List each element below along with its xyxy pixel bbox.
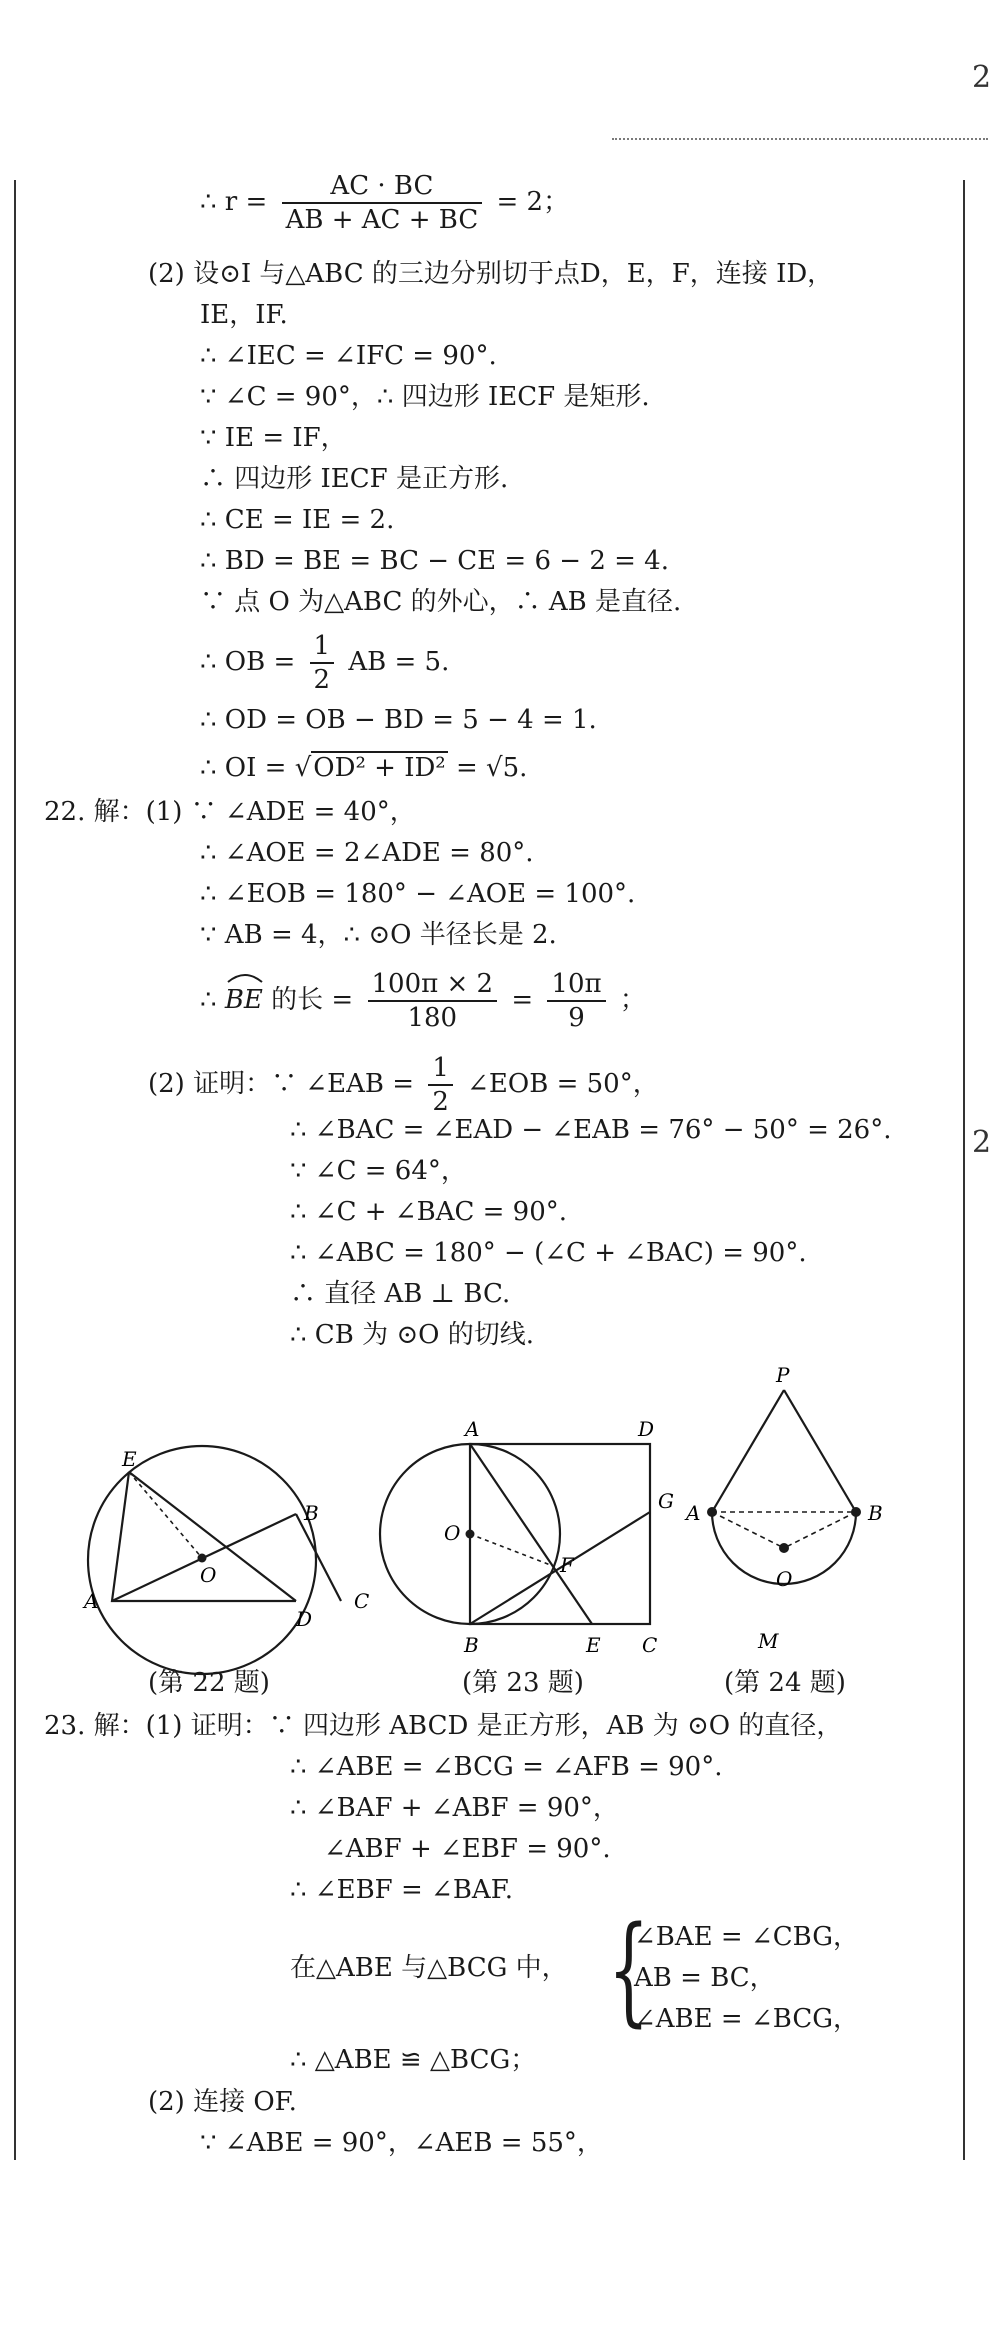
p23-line-4: ∠ABF + ∠EBF = 90°.	[324, 1834, 611, 1864]
eq-prefix: ∴ OI =	[200, 753, 287, 783]
fraction-denominator: AB + AC + BC	[285, 205, 479, 235]
eq-mid: 的长 =	[271, 985, 354, 1015]
fig24-line-pa	[712, 1390, 784, 1512]
eq-suffix: AB = 5.	[348, 647, 450, 677]
right-margin-line	[963, 180, 965, 2160]
p21-line-5: ∵ IE = IF，	[200, 423, 347, 453]
fig23-center-dot	[466, 1530, 475, 1539]
p21-line-od: ∴ OD = OB − BD = 5 − 4 = 1.	[200, 705, 597, 735]
p21-line-8: ∴ BD = BE = BC − CE = 6 − 2 = 4.	[200, 546, 669, 576]
p22-line-9: ∴ ∠ABC = 180° − (∠C + ∠BAC) = 90°.	[290, 1238, 807, 1268]
fig23-label-c: C	[642, 1633, 658, 1657]
p23-head: 23. 解：(1) 证明：∵ 四边形 ABCD 是正方形，AB 为 ⊙O 的直径，	[44, 1711, 843, 1741]
eq-prefix: (2) 证明：∵ ∠EAB =	[148, 1069, 415, 1099]
fig22-label-b: B	[304, 1501, 319, 1525]
fraction-2	[547, 968, 605, 1034]
p21-line-6: ∴ 四边形 IECF 是正方形.	[200, 464, 509, 494]
p23-line-7: ∴ △ABE ≌ △BCG；	[290, 2045, 537, 2075]
p23-line-2: ∴ ∠ABE = ∠BCG = ∠AFB = 90°.	[290, 1752, 723, 1782]
eq-radius-line	[200, 170, 569, 236]
p22-line-4: ∵ AB = 4，∴ ⊙O 半径长是 2.	[200, 920, 557, 950]
sqrt-sign: √	[294, 753, 312, 783]
p22-line-10: ∴ 直径 AB ⊥ BC.	[290, 1279, 511, 1309]
fig23-label-o: O	[444, 1521, 461, 1545]
figures-svg	[60, 1360, 960, 1690]
fraction-denominator: 2	[313, 665, 331, 695]
fig23-label-f: F	[560, 1553, 574, 1577]
arc-label: BE	[224, 985, 263, 1015]
fraction-numerator: 1	[310, 630, 335, 664]
left-margin-line	[14, 180, 16, 2160]
figure-22	[82, 1446, 369, 1674]
fraction	[310, 630, 335, 696]
p23-line-8: (2) 连接 OF.	[148, 2087, 297, 2117]
fig23-label-d: D	[638, 1417, 655, 1441]
sqrt-radicand: OD² + ID²	[313, 753, 446, 783]
fig24-label-a: A	[686, 1501, 701, 1525]
fig24-line-pb	[784, 1390, 856, 1512]
arc-mark-icon	[225, 970, 265, 984]
fraction-denominator: 9	[568, 1003, 585, 1033]
fig24-label-o: O	[776, 1567, 793, 1591]
eq-oi-line	[200, 750, 527, 786]
fig22-label-d: D	[296, 1607, 313, 1631]
edge-glyph-mid: 2	[972, 1125, 991, 1160]
fraction-numerator: 100π × 2	[368, 968, 498, 1002]
p21-line-7: ∴ CE = IE = 2.	[200, 505, 395, 535]
p23-equation-system	[608, 1900, 928, 2040]
eq-prefix: ∴	[200, 985, 217, 1015]
eq-sign: =	[511, 985, 534, 1015]
eq-suffix: ∠EOB = 50°，	[467, 1069, 659, 1099]
fraction-1	[368, 968, 498, 1034]
p22-arc-line	[200, 968, 646, 1034]
fig24-dot-a	[707, 1507, 717, 1517]
p22-line-8: ∴ ∠C + ∠BAC = 90°.	[290, 1197, 568, 1227]
eq-prefix: ∴ OB =	[200, 647, 296, 677]
fig23-line-ae	[470, 1444, 592, 1624]
brace-icon: {	[608, 1900, 650, 2038]
system-row-1: ∠BAE = ∠CBG，	[634, 1922, 859, 1952]
p22-line-11: ∴ CB 为 ⊙O 的切线.	[290, 1320, 534, 1350]
p22-head: 22. 解：(1) ∵ ∠ADE = 40°，	[44, 797, 416, 827]
fig23-label-e: E	[586, 1633, 601, 1657]
fig23-label-a: A	[465, 1417, 480, 1441]
arc-be	[225, 982, 263, 1018]
fig22-label-c: C	[354, 1589, 370, 1613]
fig24-label-b: B	[868, 1501, 883, 1525]
p23-system-intro: 在△ABE 与△BCG 中，	[290, 1953, 568, 1983]
eq-suffix: = 2；	[496, 187, 570, 217]
p21-line-3: ∴ ∠IEC = ∠IFC = 90°.	[200, 341, 497, 371]
figure-24	[684, 1363, 883, 1653]
fig22-label-e: E	[122, 1447, 137, 1471]
edge-glyph-top: 2	[972, 60, 991, 95]
fig24-dot-b	[851, 1507, 861, 1517]
header-dotted-rule	[612, 138, 988, 140]
fraction-denominator: 180	[407, 1003, 458, 1033]
fig22-caption: (第 22 题)	[148, 1668, 270, 1698]
system-row-3: ∠ABE = ∠BCG，	[634, 2004, 859, 2034]
fraction-denominator: 2	[432, 1087, 449, 1117]
fig24-dot-o	[779, 1543, 789, 1553]
p22-line-7: ∵ ∠C = 64°，	[290, 1156, 467, 1186]
figure-23	[380, 1417, 674, 1657]
p21-line-4: ∵ ∠C = 90°，∴ 四边形 IECF 是矩形.	[200, 382, 650, 412]
p21-line-2b: IE，IF.	[200, 300, 288, 330]
fraction-numerator: AC · BC	[282, 170, 483, 204]
p22-part2-line	[148, 1052, 659, 1118]
eq-ob-line	[200, 630, 449, 696]
fig22-label-a: A	[84, 1589, 99, 1613]
system-row-2: AB = BC，	[634, 1963, 776, 1993]
eq-suffix: ；	[619, 985, 646, 1015]
fig22-label-o: O	[200, 1563, 217, 1587]
fig23-caption: (第 23 题)	[462, 1668, 584, 1698]
p23-line-5: ∴ ∠EBF = ∠BAF.	[290, 1875, 513, 1905]
p23-line-3: ∴ ∠BAF + ∠ABF = 90°，	[290, 1793, 619, 1823]
p22-line-3: ∴ ∠EOB = 180° − ∠AOE = 100°.	[200, 879, 636, 909]
fig24-dashed-bo	[784, 1512, 856, 1548]
p22-line-2: ∴ ∠AOE = 2∠ADE = 80°.	[200, 838, 534, 868]
fraction	[428, 1052, 453, 1118]
eq-suffix: = √5.	[456, 753, 528, 783]
p22-line-6: ∴ ∠BAC = ∠EAD − ∠EAB = 76° − 50° = 26°.	[290, 1115, 892, 1145]
fig24-label-p: P	[776, 1363, 790, 1387]
eq-prefix: ∴ r =	[200, 187, 268, 217]
fig24-caption: (第 24 题)	[724, 1668, 846, 1698]
fraction-numerator: 10π	[547, 968, 605, 1002]
fraction	[282, 170, 483, 236]
p23-line-9: ∵ ∠ABE = 90°，∠AEB = 55°，	[200, 2128, 603, 2158]
fig24-dashed-ao	[712, 1512, 784, 1548]
p21-line-9: ∵ 点 O 为△ABC 的外心，∴ AB 是直径.	[200, 587, 682, 617]
fig22-dashed-eo	[129, 1472, 202, 1558]
p21-line-2a: (2) 设⊙I 与△ABC 的三边分别切于点D，E，F，连接 ID，	[148, 259, 834, 289]
fig23-label-b: B	[464, 1633, 479, 1657]
fig24-label-m: M	[758, 1629, 779, 1653]
fig22-line-bc	[296, 1514, 341, 1601]
fig23-label-g: G	[658, 1489, 674, 1513]
fig22-center-dot	[198, 1554, 207, 1563]
fraction-numerator: 1	[428, 1052, 453, 1086]
